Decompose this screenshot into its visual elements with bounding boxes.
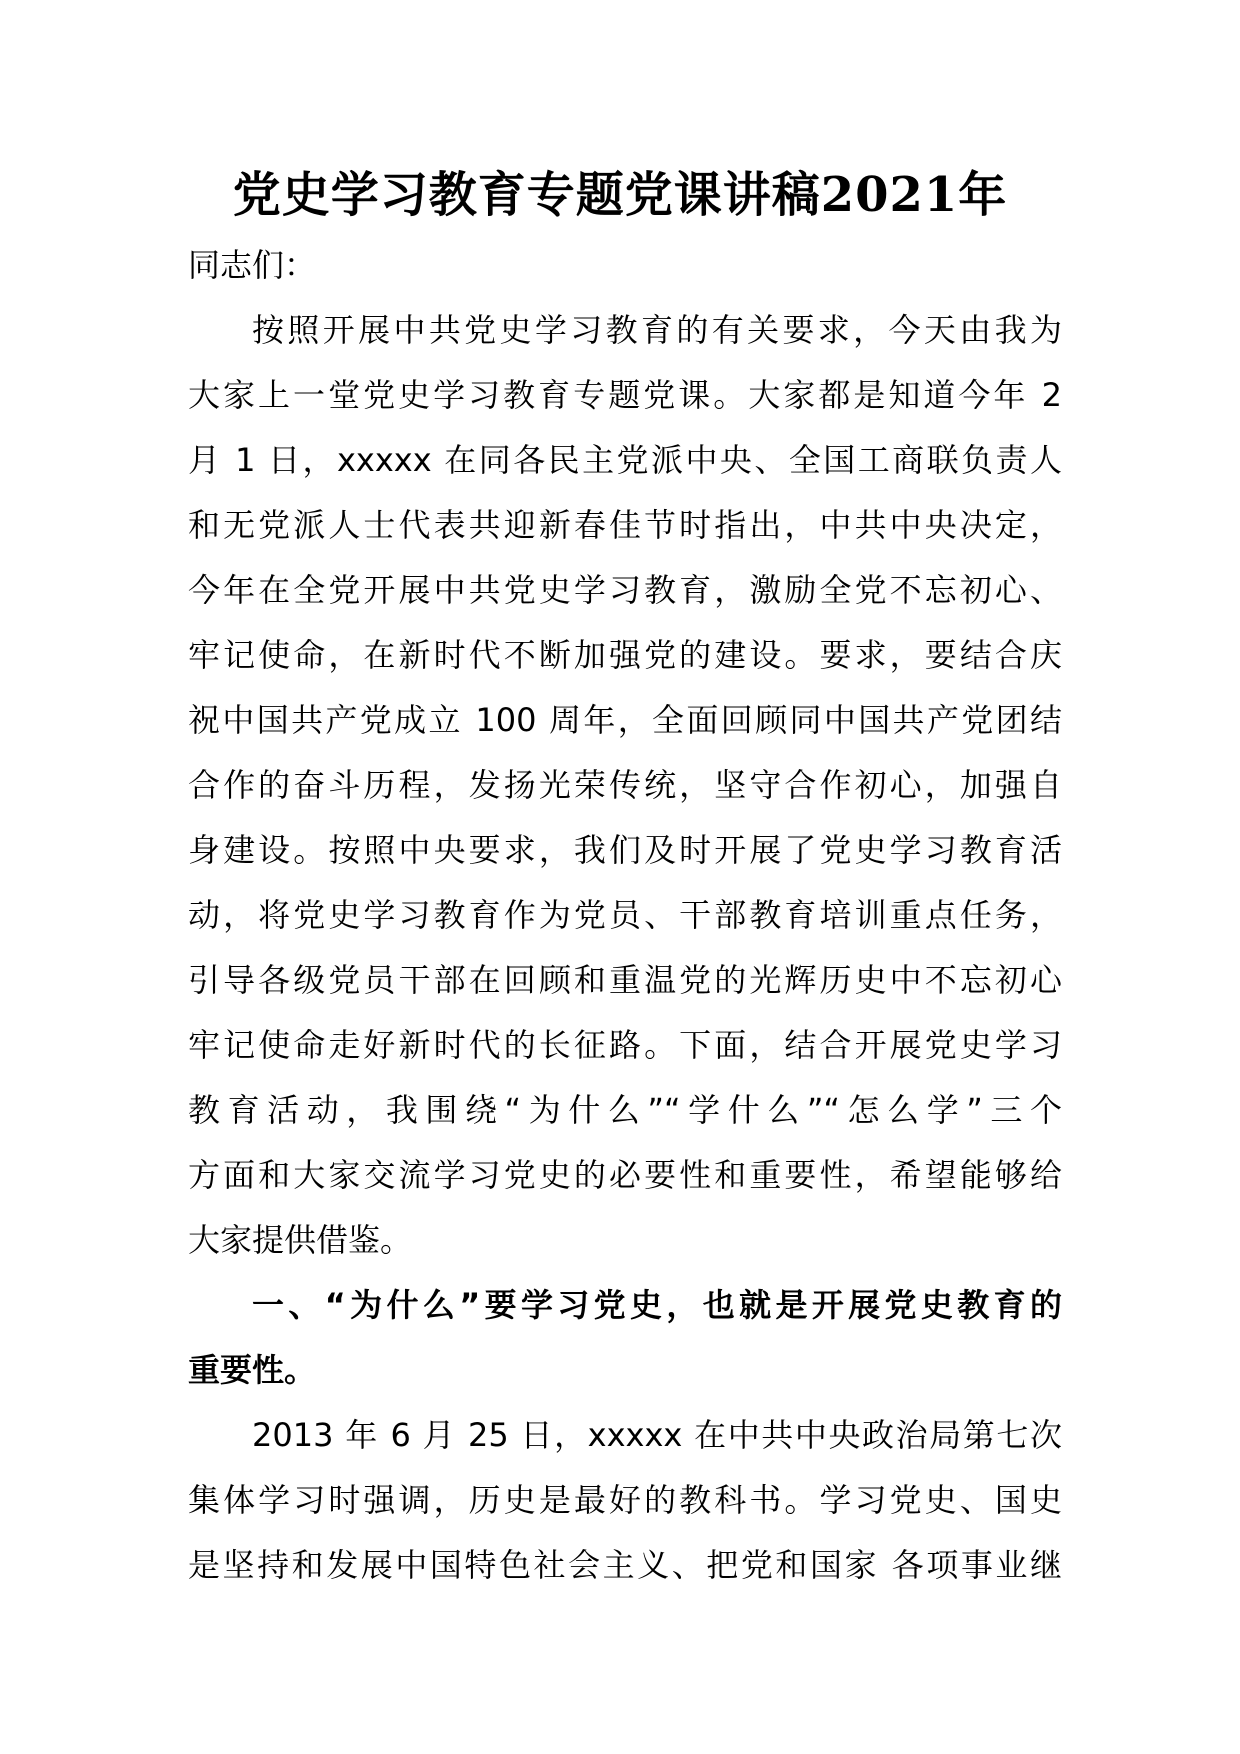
paragraph-line: 集体学习时强调，历史是最好的教科书。学习党史、国史 [188,1481,1062,1519]
paragraph-line: 牢记使命，在新时代不断加强党的建设。要求，要结合庆 [188,636,1062,674]
paragraph-line: 教育活动，我围绕“为什么”“学什么”“怎么学”三个 [188,1091,1062,1129]
paragraph-line: 方面和大家交流学习党史的必要性和重要性，希望能够给 [188,1156,1062,1194]
paragraph-line: 祝中国共产党成立 100 周年，全面回顾同中国共产党团结 [188,701,1062,739]
document-body [188,233,1062,1598]
heading-line: 一、“为什么”要学习党史，也就是开展党史教育的 [252,1286,1062,1324]
document-title: 党史学习教育专题党课讲稿2021年 [232,167,1008,223]
paragraph-line: 身建设。按照中央要求，我们及时开展了党史学习教育活 [188,831,1062,869]
paragraph-line: 和无党派人士代表共迎新春佳节时指出，中共中央决定， [188,506,1062,544]
paragraph-line: 合作的奋斗历程，发扬光荣传统，坚守合作初心，加强自 [188,766,1062,804]
paragraph-line: 大家提供借鉴。 [188,1221,413,1259]
paragraph-line: 大家上一堂党史学习教育专题党课。大家都是知道今年 2 [188,376,1062,414]
paragraph-line: 引导各级党员干部在回顾和重温党的光辉历史中不忘初心 [188,961,1062,999]
paragraph-line: 2013 年 6 月 25 日，xxxxx 在中共中央政治局第七次 [252,1416,1062,1454]
paragraph-line: 今年在全党开展中共党史学习教育，激励全党不忘初心、 [188,571,1062,609]
section-heading-1 [188,1273,1062,1403]
paragraph-line: 牢记使命走好新时代的长征路。下面，结合开展党史学习 [188,1026,1062,1064]
paragraph-section-1 [188,1403,1062,1598]
paragraph-introduction [188,298,1062,1273]
paragraph-line: 是坚持和发展中国特色社会主义、把党和国家 各项事业继 [188,1546,1062,1584]
heading-line: 重要性。 [188,1351,317,1389]
salutation: 同志们： [188,246,317,284]
paragraph-line: 按照开展中共党史学习教育的有关要求，今天由我为 [252,311,1062,349]
paragraph-line: 月 1 日，xxxxx 在同各民主党派中央、全国工商联负责人 [188,441,1062,479]
paragraph-line: 动，将党史学习教育作为党员、干部教育培训重点任务， [188,896,1062,934]
